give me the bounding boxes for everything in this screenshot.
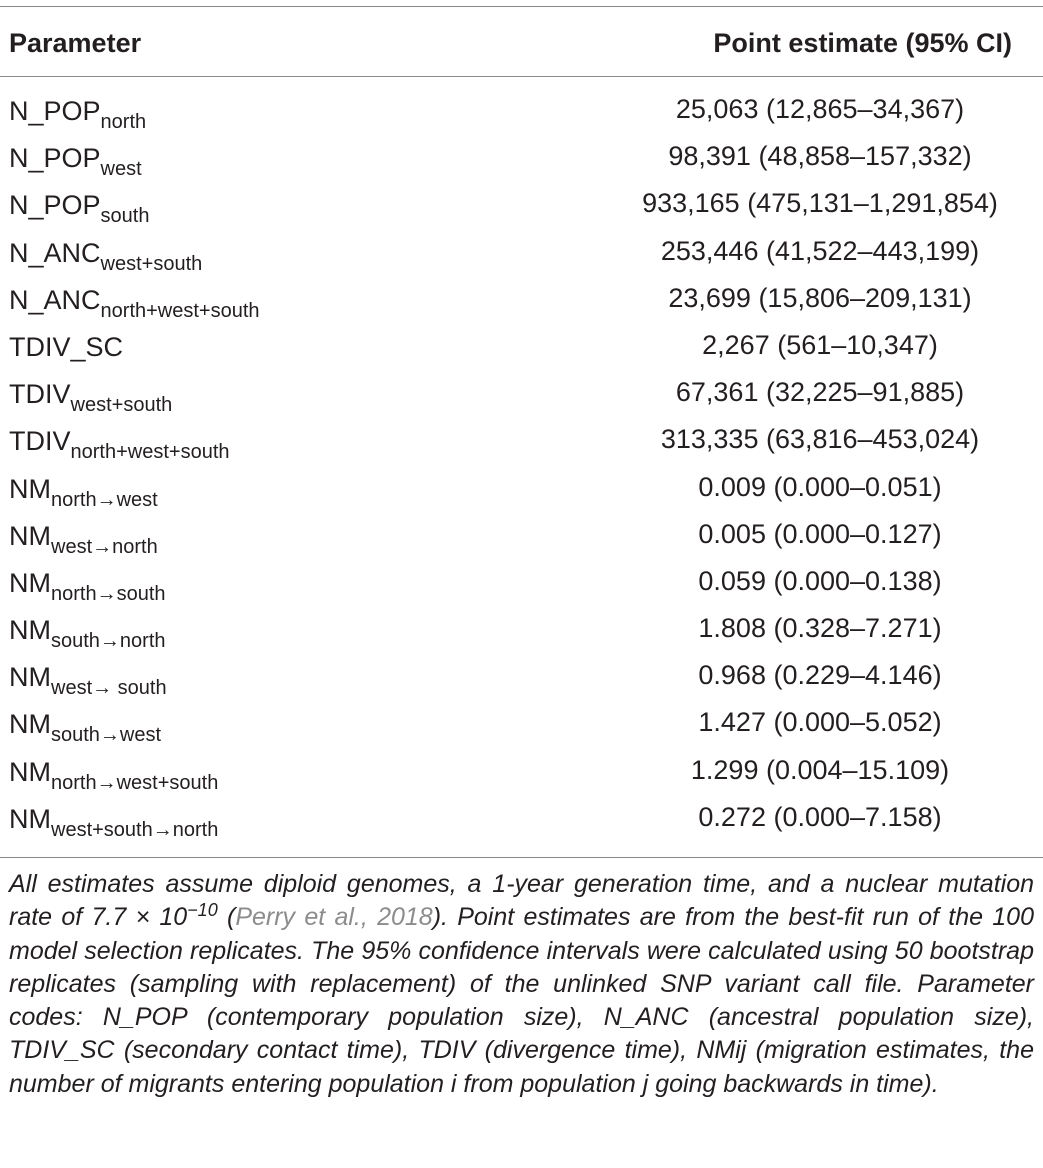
estimate-cell: 2,267 (561–10,347) — [702, 329, 938, 360]
table-header-row — [0, 24, 1043, 62]
top-rule — [0, 6, 1043, 7]
estimate-cell: 98,391 (48,858–157,332) — [668, 141, 972, 172]
parameter-subscript: west+south — [70, 394, 173, 417]
parameter-subscript: north+west+south — [70, 441, 230, 464]
parameter-cell — [9, 519, 158, 558]
header-estimate: Point estimate (95% CI) — [713, 28, 1012, 58]
parameter-cell — [9, 660, 167, 700]
table-row — [0, 180, 1043, 227]
parameter-name: N_POP — [9, 96, 101, 126]
parameter-cell — [9, 188, 150, 228]
parameter-name: NM — [9, 473, 51, 504]
parameter-name: N_ANC — [9, 284, 101, 315]
parameter-name: NM — [9, 709, 51, 740]
table-body — [0, 86, 1043, 841]
parameter-cell — [9, 755, 219, 794]
parameter-cell — [9, 472, 158, 511]
estimate-cell: 0.059 (0.000–0.138) — [698, 565, 942, 596]
table-row — [0, 275, 1043, 322]
parameter-subscript: south — [100, 205, 150, 228]
parameter-subscript: west→north — [51, 535, 158, 558]
parameter-cell — [9, 141, 142, 181]
footnote-text-3: ). Point estimates are from the best-fit run of the 100 model selection replicates. The 95% confidence intervals were calculated using 50 bootstrap replicates (sampling with replacement) of the unlinked SNP variant call file. Parameter codes: N_POP (contemporary population size), N_ANC (ancestral population size), TDIV_SC (secondary contact time), TDIV (divergence time), NMij (migration estimates, the number of migrants entering population i from population j going backwards in time). — [9, 903, 1034, 1098]
bottom-rule — [0, 857, 1043, 858]
table-row — [0, 369, 1043, 416]
estimate-cell: 933,165 (475,131–1,291,854) — [642, 188, 998, 219]
parameter-cell — [9, 613, 166, 653]
parameter-cell — [9, 236, 203, 275]
parameter-name: TDIV_SC — [9, 331, 124, 362]
table-footnote — [9, 868, 1034, 1101]
table-row — [0, 86, 1043, 133]
parameter-subscript: west→ south — [51, 677, 167, 700]
table-row — [0, 699, 1043, 746]
parameter-subscript: west+south — [100, 252, 203, 275]
parameter-cell — [9, 566, 166, 605]
footnote-exponent: −10 — [187, 900, 218, 921]
table-row — [0, 558, 1043, 605]
table-row — [0, 228, 1043, 275]
parameter-name: NM — [9, 803, 51, 834]
parameter-cell — [9, 424, 230, 464]
parameter-cell — [9, 330, 123, 364]
header-rule — [0, 76, 1043, 77]
parameter-name: NM — [9, 756, 51, 787]
parameter-subscript: south→north — [51, 630, 166, 653]
table-row — [0, 605, 1043, 652]
parameter-name: NM — [9, 520, 51, 551]
table-row — [0, 652, 1043, 699]
estimate-cell: 67,361 (32,225–91,885) — [675, 377, 965, 408]
parameter-subscript: north→west — [51, 488, 158, 511]
table-row — [0, 511, 1043, 558]
table-row — [0, 464, 1043, 511]
table-row — [0, 416, 1043, 463]
parameter-name: NM — [9, 662, 51, 693]
parameter-cell — [9, 283, 260, 322]
table-row — [0, 322, 1043, 369]
estimate-cell: 0.005 (0.000–0.127) — [698, 518, 942, 549]
table-row — [0, 747, 1043, 794]
estimate-cell: 1.427 (0.000–5.052) — [698, 707, 942, 738]
estimate-cell: 0.009 (0.000–0.051) — [698, 471, 942, 502]
table-row — [0, 133, 1043, 180]
parameter-subscript: south→west — [51, 724, 162, 747]
parameter-name: N_POP — [9, 190, 101, 221]
table-row — [0, 794, 1043, 841]
parameter-name: TDIV — [9, 426, 71, 457]
estimate-cell: 253,446 (41,522–443,199) — [660, 235, 980, 266]
estimate-cell: 313,335 (63,816–453,024) — [660, 424, 980, 455]
parameter-name: N_POP — [9, 143, 101, 174]
parameter-cell — [9, 94, 147, 133]
footnote-text-1: All estimates assume diploid genomes, a 1-year generation time, and a nuclear mutation rate of 7.7 × 10 — [9, 870, 1034, 932]
estimate-cell: 1.299 (0.004–15.109) — [690, 754, 950, 785]
parameter-name: N_ANC — [9, 237, 101, 268]
footnote-text-2: ( — [217, 903, 236, 932]
parameter-subscript: west — [100, 158, 142, 181]
estimate-cell: 1.808 (0.328–7.271) — [698, 613, 942, 644]
footnote-citation-link[interactable]: Perry et al., 2018 — [235, 903, 433, 932]
parameter-subscript: west+south→north — [51, 818, 219, 841]
parameter-subscript: north — [100, 111, 147, 133]
parameter-subscript: north→west+south — [51, 771, 219, 794]
estimate-cell: 25,063 (12,865–34,367) — [675, 94, 965, 124]
parameter-subscript: north+west+south — [100, 299, 260, 322]
header-parameter: Parameter — [9, 28, 142, 58]
parameter-subscript: north→south — [51, 582, 166, 605]
parameter-name: TDIV — [9, 379, 71, 410]
estimate-cell: 0.968 (0.229–4.146) — [698, 660, 942, 691]
estimate-cell: 0.272 (0.000–7.158) — [698, 801, 942, 832]
parameter-cell — [9, 707, 162, 747]
parameter-name: NM — [9, 615, 51, 646]
parameter-cell — [9, 802, 219, 841]
estimate-cell: 23,699 (15,806–209,131) — [668, 282, 972, 313]
parameter-name: NM — [9, 567, 51, 598]
parameter-cell — [9, 377, 173, 417]
